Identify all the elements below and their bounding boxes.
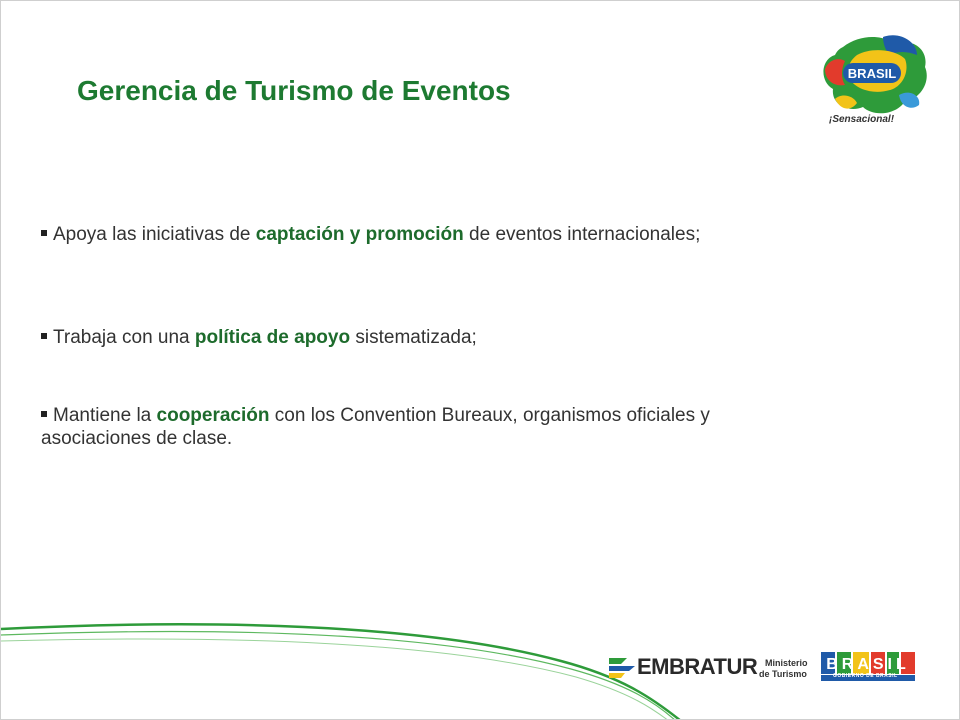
bullet-highlight: política de apoyo xyxy=(194,327,351,348)
gobierno-subtitle: GOBIERNO DE BRASIL xyxy=(833,673,898,679)
bullet-item xyxy=(41,326,721,349)
bullet-text: sistematizada; xyxy=(350,327,477,348)
ministerio-line1: Ministerio xyxy=(765,658,808,668)
embratur-mark-icon xyxy=(609,658,635,678)
slide-title: Gerencia de Turismo de Eventos xyxy=(77,75,511,106)
bullet-highlight: cooperación xyxy=(156,405,270,426)
svg-text:BRASIL: BRASIL xyxy=(826,656,910,673)
footer-logos xyxy=(601,646,931,686)
ministerio-line2: de Turismo xyxy=(759,669,807,679)
bullet-text: de eventos internacionales; xyxy=(463,224,701,245)
embratur-logo-text: EMBRATUR xyxy=(637,654,758,679)
square-bullet-icon xyxy=(41,230,47,236)
square-bullet-icon xyxy=(41,411,47,417)
bullet-text: Apoya las iniciativas de xyxy=(53,224,256,245)
ministerio-logo xyxy=(759,658,808,680)
bullet-item xyxy=(41,223,721,246)
bullet-text: Mantiene la xyxy=(53,405,157,426)
bullet-text: Trabaja con una xyxy=(53,327,195,348)
logo-tagline: ¡Sensacional! xyxy=(829,114,895,125)
square-bullet-icon xyxy=(41,333,47,339)
svg-text:BRASIL: BRASIL xyxy=(847,66,897,81)
bullet-item xyxy=(41,404,721,450)
bullet-text: con los Convention Bureaux, organismos oficiales y asociaciones de clase. xyxy=(41,405,710,449)
bullet-highlight: captación y promoción xyxy=(255,224,464,245)
